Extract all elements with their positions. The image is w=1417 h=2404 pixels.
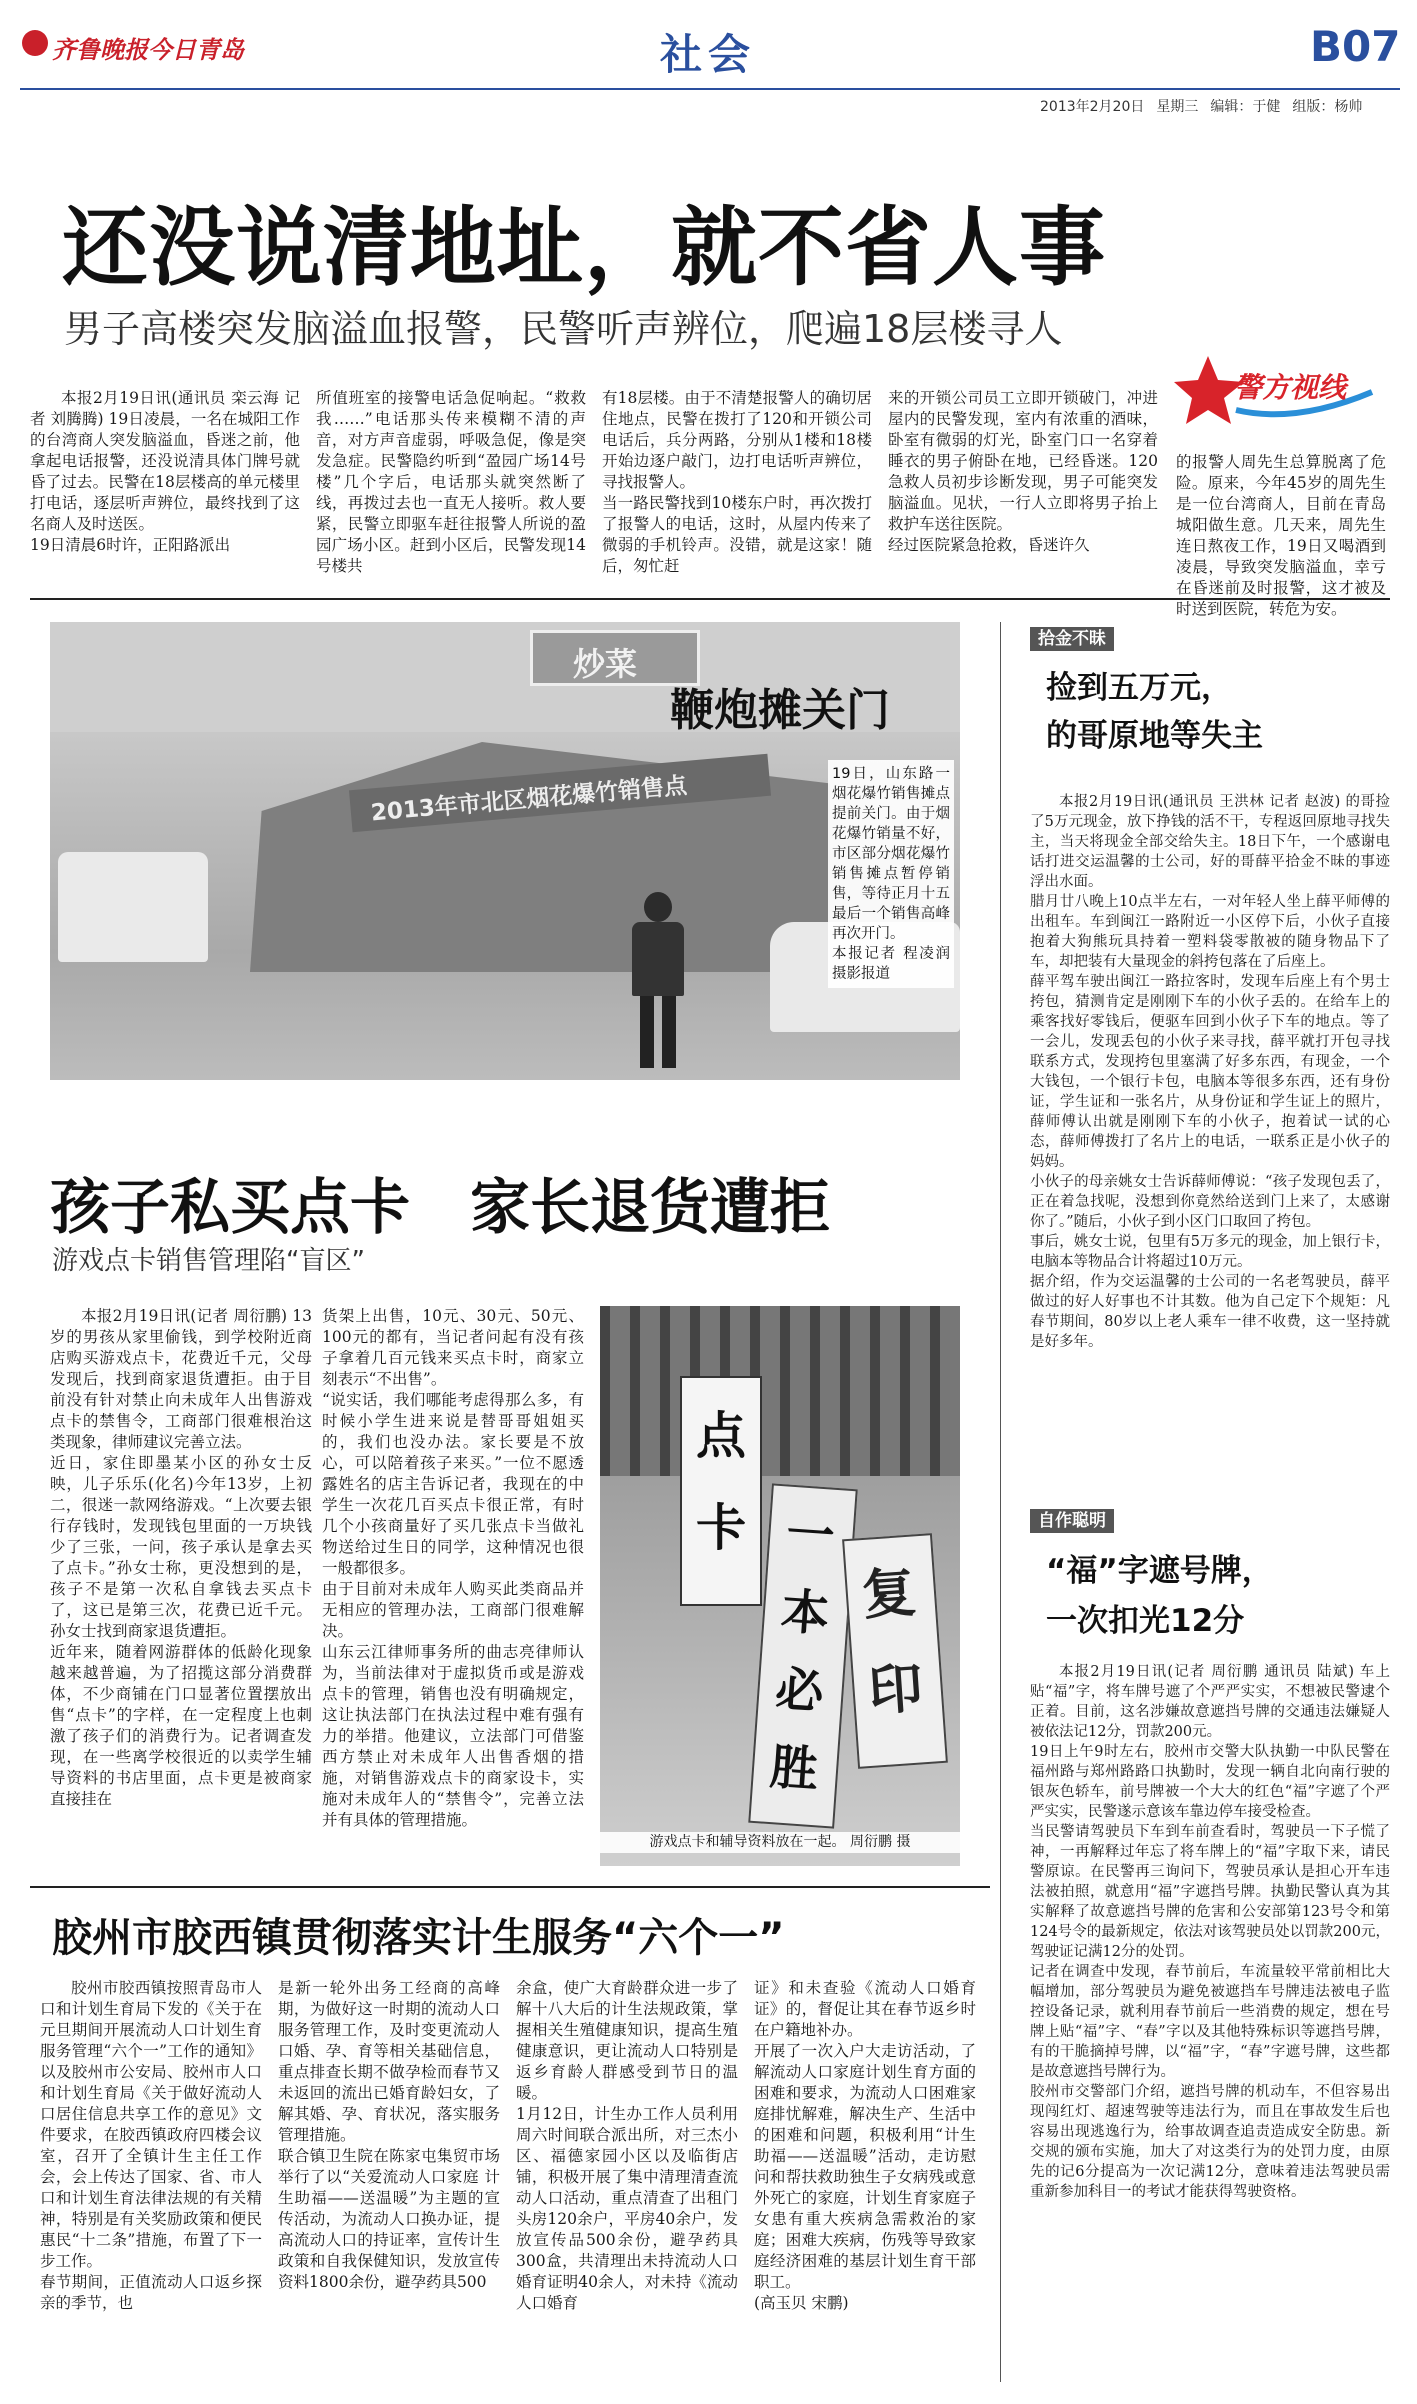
firecracker-stall-photo (50, 622, 960, 1080)
issue-date: 2013年2月20日 (1040, 99, 1145, 115)
police-view-text: 警方视线 (1234, 371, 1347, 404)
story3-column-2: 是新一轮外出务工经商的高峰期，为做好这一时期的流动人口服务管理工作，及时变更流动人口婚、孕、育等相关基础信息，重点排查长期不做孕检而春节又未返回的流出已婚育龄妇女，了解其婚、孕、育状况，落实服务管理措施。 联合镇卫生院在陈家屯集贸市场举行了以“关爱流动人口家庭 计生助福——送温暖”为主题的宣传活动，为流动人口换办证，提高流动人口的持证率，宣传计生政策和自我保健知识，发放宣传资料1800余份，避孕药具500 (278, 1979, 500, 2291)
copy-sign (842, 1533, 948, 1769)
sidebar2-body: 本报2月19日讯(记者 周衍鹏 通讯员 陆斌) 车上贴“福”字，将车牌号遮了个严严实实，不想被民警逮个正着。目前，这名涉嫌故意遮挡号牌的交通违法嫌疑人被依法记12分，罚款200元。 19日上午9时左右，胶州市交警大队执勤一中队民警在福州路与郑州路路口执勤时，发现一辆自北向南行驶的银灰色轿车，前号牌被一个大大的红色“福”字遮了个严严实实，民警遂示意该车靠边停车接受检查。 当民警请驾驶员下车到车前查看时，驾驶员一下子慌了神，一再解释过年忘了将车牌上的“福”字取下来，请民警原谅。在民警再三询问下，驾驶员承认是担心开车违法被拍照，就意用“福”字遮挡号牌。执勤民警认真为其实解释了故意遮挡号牌的危害和公安部第123号令和第124号令的最新规定，依法对该驾驶员处以罚款200元，驾驶证记满12分的处罚。 记者在调查中发现，春节前后，车流量较平常前相比大幅增加，部分驾驶员为避免被遮挡车号牌违法被电子监控设备记录，就利用春节前后一些消费的规定，想在号牌上贴“福”字、“春”字以及其他特殊标识等遮挡号牌，有的干脆摘掉号牌，以“福”字，“春”字遮号牌，这些都是故意遮挡号牌行为。 胶州市交警部门介绍，遮挡号牌的机动车，不但容易出现闯红灯、超速驾驶等违法行为，而且在事故发生后也容易出现逃逸行为，给事故调查追责造成安全防患。新交规的颁布实施，加大了对这类行为的处罚力度，由原先的记6分提高为一次记满12分，意味着违法驾驶员需重新参加科目一的考试才能获得驾驶资格。 (1030, 1664, 1390, 2200)
lead-subheadline: 男子高楼突发脑溢血报警，民警听声辨位，爬遍18层楼寻人 (64, 307, 1063, 351)
story3-column-3: 余盒，使广大育龄群众进一步了解十八大后的计生法规政策，掌握相关生殖健康知识，提高生殖健康意识，更让流动人口特别是返乡育龄人群感受到节日的温暖。 1月12日，计生办工作人员利用周六时间联合派出所，对三杰小区、福德家园小区以及临街店铺，积极开展了集中清理清查流动人口活动，重点清查了出租门头房120余户，平房40余户，发放宣传品500余份，避孕药具300盒，共清理出未持流动人口婚育证明40余人，对未持《流动人口婚育 (516, 1979, 738, 2312)
story3-headline: 胶州市胶西镇贯彻落实计生服务“六个一” (52, 1915, 785, 1961)
police-view-logo (1176, 352, 1376, 432)
sidebar1-headline: 捡到五万元， 的哥原地等失主 (1046, 670, 1263, 754)
photo1-title: 鞭炮摊关门 (670, 685, 890, 736)
game-card-photo (600, 1306, 960, 1866)
masthead-rule (20, 88, 1400, 90)
story2-bottom-rule (30, 1886, 990, 1888)
lead-column-2: 所值班室的接警电话急促响起。“救救我……”电话那头传来模糊不清的声音，对方声音虚弱，呼吸急促，像是突发急症。民警隐约听到“盈园广场14号楼”几个字后，电话那头就突然断了线，再拨过去也一直无人接听。救人要紧，民警立即驱车赶往报警人所说的盈园广场小区。赶到小区后，民警发现14号楼共 (316, 389, 586, 575)
issue-weekday: 星期三 (1156, 99, 1199, 115)
section-name: 社会 (660, 30, 757, 79)
point-card-sign-text: 点卡 (696, 1407, 746, 1557)
copy-sign-text: 复印 (859, 1560, 925, 1723)
page-number: B07 (1310, 22, 1401, 71)
sidebar2-tag (1030, 1506, 1114, 1531)
point-card-sign (680, 1376, 762, 1606)
story2-column-2: 货架上出售，10元、30元、50元、100元的都有，当记者问起有没有孩子拿着几百元钱来买点卡时，商家立刻表示“不出售”。 “说实话，我们哪能考虑得那么多，有时候小学生进来说是替哥哥姐姐买的，我们也没办法。家长要是不放心，可以陪着孩子来买。”一位不愿透露姓名的店主告诉记者，我现在的中学生一次花几百买点卡很正常，有时几个小孩商量好了买几张点卡当做礼物送给过生日的同学，这种情况也很一般都很多。 由于目前对未成年人购买此类商品并无相应的管理办法，工商部门很难解决。 山东云江律师事务所的曲志亮律师认为，当前法律对于虚拟货币或是游戏点卡的管理，销售也没有明确规定，这让执法部门在执法过程中难有强有力的举措。他建议，立法部门可借鉴西方禁止对未成年人出售香烟的措施，对销售游戏点卡的商家设卡，实施对未成年人的“禁售令”，完善立法并有具体的管理措施。 (322, 1307, 584, 1829)
sidebar2-tag-label: 自作聪明 (1030, 1509, 1114, 1533)
sidebar1-body: 本报2月19日讯(通讯员 王洪林 记者 赵波) 的哥捡了5万元现金，放下挣钱的活不干，专程返回原地寻找失主，当天将现金全部交给失主。18日下午，一个感谢电话打进交运温馨的士公司，好的哥薛平拾金不昧的事迹浮出水面。 腊月廿八晚上10点半左右，一对年轻人坐上薛平师傅的出租车。车到闽江一路附近一小区停下后，小伙子直接抱着大狗熊玩具持着一塑料袋零散被的随身物品下了车，却把装有大量现金的斜挎包落在了后座上。 薛平驾车驶出闽江一路拉客时，发现车后座上有个男士挎包，猜测肯定是刚刚下车的小伙子丢的。在给车上的乘客找好零钱后，便驱车回到小伙子下车的地点。等了一会儿，发现丢包的小伙子来寻找，薛平就打开包寻找联系方式，发现挎包里塞满了好多东西，有现金，一个大钱包，一个银行卡包，电脑本等很多东西，还有身份证，学生证和一张名片，从身份证和学生证上的照片，薛师傅认出就是刚刚下车的小伙子，抱着试一试的心态，薛师傅拨打了名片上的电话，一联系正是小伙子的妈妈。 小伙子的母亲姚女士告诉薛师傅说：“孩子发现包丢了，正在着急找呢，没想到你竟然给送到门上来了，太感谢你了。”随后，小伙子到小区门口取回了挎包。 事后，姚女士说，包里有5万多元的现金，加上银行卡，电脑本等物品合计将超过10万元。 据介绍，作为交运温馨的士公司的一名老驾驶员，薛平做过的好人好事也不计其数。他为自己定下个规矩：凡春节期间，80岁以上老人乘车一律不收费，这一坚持就是好多年。 (1030, 794, 1390, 1350)
issue-designer: 组版：杨帅 (1292, 99, 1363, 115)
tent-banner-text: 2013年市北区烟花爆竹销售点 (369, 772, 689, 827)
sidebar-divider (1000, 622, 1001, 2382)
parked-van (58, 852, 208, 962)
pedestrian-figure (632, 892, 684, 1068)
sidebar1-tag (1030, 624, 1114, 649)
photo1-caption: 19日，山东路一烟花爆竹销售摊点提前关门。由于烟花爆竹销量不好，市区部分烟花爆竹销售摊点暂停销售，等待正月十五最后一个销售高峰再次开门。 本报记者 程凌润 摄影报道 (828, 760, 954, 988)
masthead (0, 0, 1417, 115)
newspaper-logo-icon (22, 30, 48, 56)
lead-column-5: 的报警人周先生总算脱离了危险。原来，今年45岁的周先生是一位台湾商人，目前在青岛城阳做生意。几天来，周先生连日熬夜工作，19日又喝酒到凌晨，导致突发脑溢血，幸亏在昏迷前及时报警，这才被及时送到医院，转危为安。 (1176, 453, 1386, 618)
lead-column-4: 来的开锁公司员工立即开锁破门，冲进屋内的民警发现，室内有浓重的酒味，卧室有微弱的灯光，卧室门口一名穿着睡衣的男子俯卧在地，已经昏迷。120急救人员初步诊断发现，男子可能突发脑溢血。见状，一行人立即将男子抬上救护车送往医院。 经过医院紧急抢救，昏迷许久 (888, 389, 1158, 554)
sidebar2-headline: “福”字遮号牌， 一次扣光12分 (1046, 1553, 1273, 1639)
sidebar1-tag-label: 拾金不昧 (1030, 627, 1114, 651)
story2-column-1: 本报2月19日讯(记者 周衍鹏) 13岁的男孩从家里偷钱，到学校附近商店购买游戏点卡，花费近千元，父母发现后，找到商家退货遭拒。由于目前没有针对禁止向未成年人出售游戏点卡的禁售令，工商部门很难根治这类现象，律师建议完善立法。 近日，家住即墨某小区的孙女士反映，儿子乐乐(化名)今年13岁，上初二，很迷一款网络游戏。“上次要去银行存钱时，发现钱包里面的一万块钱少了三张，一问，孩子承认是拿去买了点卡。”孙女士称，更没想到的是，孩子不是第一次私自拿钱去买点卡了，这已是第三次，花费已近千元。孙女士找到商家退货遭拒。 近年来，随着网游群体的低龄化现象越来越普遍，为了招揽这部分消费群体，不少商铺在门口显著位置摆放出售“点卡”的字样，在一定程度上也刺激了孩子们的消费行为。记者调查发现，在一些离学校很近的以卖学生辅导资料的书店里面，点卡更是被商家直接挂在 (50, 1307, 312, 1808)
must-win-sign-text: 一本必胜 (768, 1505, 837, 1799)
shop-sign-text: 炒菜 (573, 645, 638, 683)
issue-editor: 编辑：于健 (1210, 99, 1281, 115)
story2-subheadline: 游戏点卡销售管理陷“盲区” (52, 1246, 365, 1276)
issue-info (1040, 96, 1362, 116)
story3-column-4: 证》和未查验《流动人口婚育证》的，督促让其在春节返乡时在户籍地补办。 开展了一次入户大走访活动，了解流动人口家庭计划生育方面的困难和要求，为流动人口困难家庭排忧解难，解决生产、生活中的困难和问题，积极利用“计生助福——送温暖”活动，走访慰问和帮扶救助独生子女病残或意外死亡的家庭，计划生育家庭子女患有重大疾病急需救治的家庭；困难大疾病，伤残等导致家庭经济困难的基层计划生育干部职工。 (高玉贝 宋鹏) (754, 1979, 976, 2312)
must-win-sign (748, 1483, 858, 1828)
lead-column-1: 本报2月19日讯(通讯员 栾云海 记者 刘腾腾) 19日凌晨，一名在城阳工作的台湾商人突发脑溢血，昏迷之前，他拿起电话报警，还没说清具体门牌号就昏了过去。民警在18层楼高的单元楼里打电话，逐层听声辨位，最终找到了这名商人及时送医。 19日清晨6时许，正阳路派出 (30, 389, 300, 554)
store-shelf (600, 1306, 960, 1476)
lead-column-3: 有18层楼。由于不清楚报警人的确切居住地点，民警在拨打了120和开锁公司电话后，兵分两路，分别从1楼和18楼开始边逐户敲门，边打电话听声辨位，寻找报警人。 当一路民警找到10楼东户时，再次拨打了报警人的电话，这时，从屋内传来了微弱的手机铃声。没错，就是这家！随后，匆忙赶 (602, 389, 872, 575)
story3-column-1: 胶州市胶西镇按照青岛市人口和计划生育局下发的《关于在元旦期间开展流动人口计划生育服务管理“六个一”工作的通知》以及胶州市公安局、胶州市人口和计划生育局《关于做好流动人口居住信息共享工作的意见》文件要求，在胶西镇政府四楼会议室，召开了全镇计生主任工作会，会上传达了国家、省、市人口和计划生育法律法规的有关精神，特别是有关奖励政策和便民惠民“十二条”措施，布置了下一步工作。 春节期间，正值流动人口返乡探亲的季节，也 (40, 1979, 262, 2312)
game-card-photo-caption: 游戏点卡和辅导资料放在一起。 周衍鹏 摄 (600, 1832, 960, 1853)
lead-bottom-rule (30, 598, 1390, 600)
newspaper-logo: 齐鲁晚报今日青岛 (52, 36, 244, 64)
lead-headline: 还没说清地址，就不省人事 (62, 198, 1106, 298)
story2-headline: 孩子私买点卡 家长退货遭拒 (50, 1173, 830, 1243)
